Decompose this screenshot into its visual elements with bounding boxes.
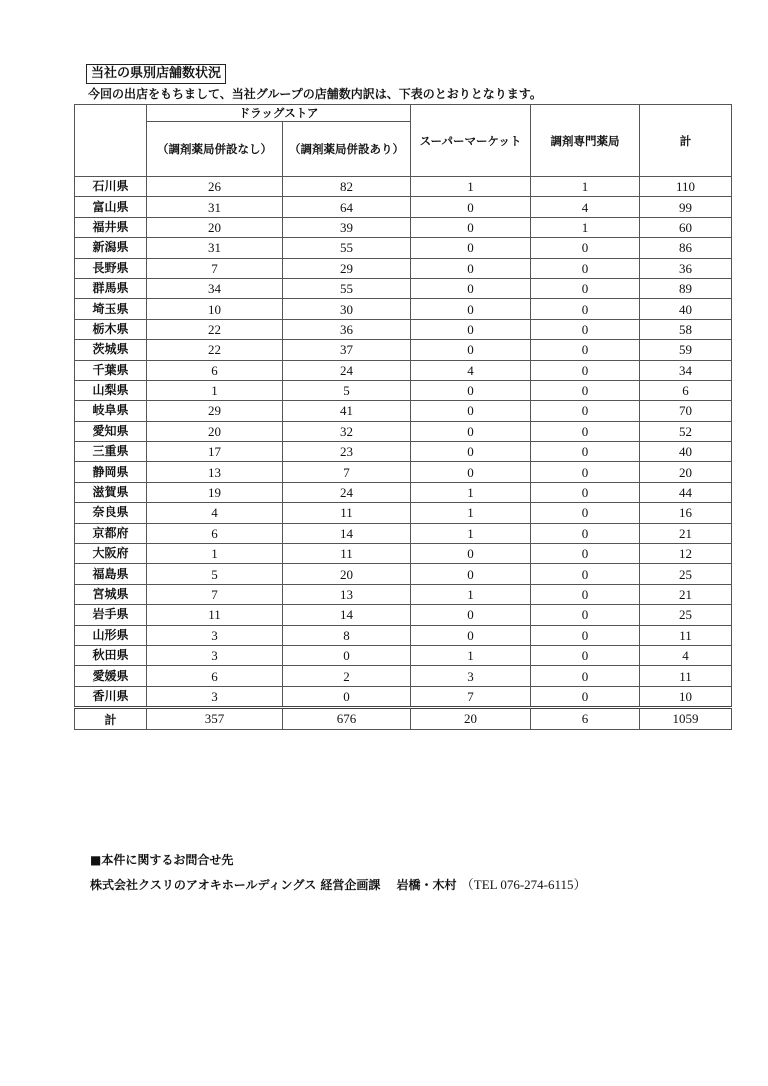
total-cell: 89	[640, 278, 732, 298]
table-row	[75, 645, 732, 665]
pharmacy-cell: 0	[531, 340, 640, 360]
drugstore-with-pharmacy-cell: 23	[283, 442, 411, 462]
pharmacy-cell: 0	[531, 360, 640, 380]
supermarket-cell: 4	[411, 360, 531, 380]
header-drugstore-with-pharmacy: （調剤薬局併設あり）	[283, 122, 411, 177]
drugstore-no-pharmacy-cell: 13	[147, 462, 283, 482]
contact-company: 株式会社クスリのアオキホールディングス 経営企画課 岩橋・木村	[90, 878, 457, 892]
drugstore-no-pharmacy-cell: 4	[147, 503, 283, 523]
total-cell: 70	[640, 401, 732, 421]
supermarket-cell: 7	[411, 686, 531, 707]
total-cell: 11	[640, 625, 732, 645]
supermarket-cell: 0	[411, 258, 531, 278]
drugstore-no-pharmacy-cell: 6	[147, 523, 283, 543]
drugstore-no-pharmacy-cell: 31	[147, 197, 283, 217]
supermarket-cell: 0	[411, 299, 531, 319]
drugstore-with-pharmacy-cell: 7	[283, 462, 411, 482]
drugstore-with-pharmacy-cell: 14	[283, 605, 411, 625]
pharmacy-cell: 0	[531, 523, 640, 543]
pharmacy-cell: 1	[531, 217, 640, 237]
drugstore-with-pharmacy-cell: 14	[283, 523, 411, 543]
drugstore-no-pharmacy-cell: 31	[147, 238, 283, 258]
total-cell: 34	[640, 360, 732, 380]
drugstore-no-pharmacy-cell: 6	[147, 360, 283, 380]
table-row	[75, 605, 732, 625]
drugstore-with-pharmacy-cell: 24	[283, 482, 411, 502]
pharmacy-cell: 0	[531, 666, 640, 686]
prefecture-cell: 長野県	[75, 258, 147, 278]
pharmacy-cell: 0	[531, 645, 640, 665]
prefecture-cell: 宮城県	[75, 584, 147, 604]
supermarket-cell: 0	[411, 421, 531, 441]
pharmacy-cell: 0	[531, 299, 640, 319]
table-row	[75, 340, 732, 360]
drugstore-with-pharmacy-cell: 37	[283, 340, 411, 360]
drugstore-no-pharmacy-cell: 5	[147, 564, 283, 584]
total-cell: 60	[640, 217, 732, 237]
table-row	[75, 584, 732, 604]
total-cell: 86	[640, 238, 732, 258]
drugstore-no-pharmacy-cell: 3	[147, 645, 283, 665]
drugstore-no-pharmacy-cell: 22	[147, 319, 283, 339]
prefecture-cell: 大阪府	[75, 544, 147, 564]
header-drugstore-no-pharmacy: （調剤薬局併設なし）	[147, 122, 283, 177]
total-pharmacy: 6	[531, 708, 640, 730]
drugstore-with-pharmacy-cell: 41	[283, 401, 411, 421]
supermarket-cell: 0	[411, 544, 531, 564]
table-row	[75, 319, 732, 339]
supermarket-cell: 1	[411, 584, 531, 604]
total-cell: 58	[640, 319, 732, 339]
pharmacy-cell: 0	[531, 605, 640, 625]
drugstore-no-pharmacy-cell: 19	[147, 482, 283, 502]
pharmacy-cell: 0	[531, 482, 640, 502]
drugstore-no-pharmacy-cell: 3	[147, 625, 283, 645]
table-row	[75, 523, 732, 543]
drugstore-no-pharmacy-cell: 10	[147, 299, 283, 319]
drugstore-with-pharmacy-cell: 32	[283, 421, 411, 441]
drugstore-with-pharmacy-cell: 36	[283, 319, 411, 339]
total-all: 1059	[640, 708, 732, 730]
prefecture-cell: 香川県	[75, 686, 147, 707]
supermarket-cell: 0	[411, 197, 531, 217]
header-drugstore: ドラッグストア	[147, 105, 411, 122]
supermarket-cell: 1	[411, 645, 531, 665]
table-row	[75, 503, 732, 523]
pharmacy-cell: 0	[531, 238, 640, 258]
prefecture-cell: 福島県	[75, 564, 147, 584]
prefecture-cell: 山形県	[75, 625, 147, 645]
prefecture-cell: 奈良県	[75, 503, 147, 523]
drugstore-with-pharmacy-cell: 82	[283, 177, 411, 197]
drugstore-with-pharmacy-cell: 8	[283, 625, 411, 645]
table-row	[75, 482, 732, 502]
drugstore-with-pharmacy-cell: 11	[283, 503, 411, 523]
table-row	[75, 686, 732, 707]
drugstore-no-pharmacy-cell: 1	[147, 544, 283, 564]
prefecture-cell: 新潟県	[75, 238, 147, 258]
supermarket-cell: 1	[411, 523, 531, 543]
supermarket-cell: 0	[411, 319, 531, 339]
prefecture-cell: 栃木県	[75, 319, 147, 339]
supermarket-cell: 1	[411, 177, 531, 197]
prefecture-cell: 福井県	[75, 217, 147, 237]
total-cell: 99	[640, 197, 732, 217]
supermarket-cell: 0	[411, 401, 531, 421]
drugstore-with-pharmacy-cell: 2	[283, 666, 411, 686]
table-row	[75, 177, 732, 197]
drugstore-with-pharmacy-cell: 0	[283, 686, 411, 707]
drugstore-no-pharmacy-cell: 7	[147, 584, 283, 604]
drugstore-no-pharmacy-cell: 20	[147, 421, 283, 441]
drugstore-with-pharmacy-cell: 29	[283, 258, 411, 278]
pharmacy-cell: 4	[531, 197, 640, 217]
drugstore-no-pharmacy-cell: 26	[147, 177, 283, 197]
drugstore-with-pharmacy-cell: 11	[283, 544, 411, 564]
supermarket-cell: 0	[411, 625, 531, 645]
supermarket-cell: 0	[411, 462, 531, 482]
drugstore-no-pharmacy-cell: 34	[147, 278, 283, 298]
document-title: 当社の県別店舗数状況	[86, 64, 226, 84]
drugstore-no-pharmacy-cell: 11	[147, 605, 283, 625]
prefecture-cell: 千葉県	[75, 360, 147, 380]
pharmacy-cell: 0	[531, 278, 640, 298]
table-row	[75, 217, 732, 237]
table-row	[75, 442, 732, 462]
drugstore-with-pharmacy-cell: 13	[283, 584, 411, 604]
pharmacy-cell: 1	[531, 177, 640, 197]
total-cell: 110	[640, 177, 732, 197]
drugstore-with-pharmacy-cell: 64	[283, 197, 411, 217]
drugstore-with-pharmacy-cell: 20	[283, 564, 411, 584]
total-cell: 16	[640, 503, 732, 523]
total-cell: 40	[640, 442, 732, 462]
supermarket-cell: 1	[411, 482, 531, 502]
supermarket-cell: 0	[411, 340, 531, 360]
total-cell: 6	[640, 380, 732, 400]
pharmacy-cell: 0	[531, 258, 640, 278]
drugstore-no-pharmacy-cell: 1	[147, 380, 283, 400]
drugstore-with-pharmacy-cell: 39	[283, 217, 411, 237]
header-pharmacy: 調剤専門薬局	[531, 105, 640, 177]
total-cell: 36	[640, 258, 732, 278]
table-row	[75, 380, 732, 400]
table-row	[75, 666, 732, 686]
prefecture-cell: 愛知県	[75, 421, 147, 441]
total-cell: 25	[640, 605, 732, 625]
prefecture-cell: 静岡県	[75, 462, 147, 482]
prefecture-cell: 秋田県	[75, 645, 147, 665]
drugstore-with-pharmacy-cell: 5	[283, 380, 411, 400]
pharmacy-cell: 0	[531, 421, 640, 441]
pharmacy-cell: 0	[531, 503, 640, 523]
drugstore-with-pharmacy-cell: 55	[283, 238, 411, 258]
table-row	[75, 401, 732, 421]
supermarket-cell: 0	[411, 238, 531, 258]
drugstore-with-pharmacy-cell: 24	[283, 360, 411, 380]
store-count-table	[74, 104, 732, 730]
intro-text: 今回の出店をもちまして、当社グループの店舗数内訳は、下表のとおりとなります。	[88, 87, 542, 101]
totals-label: 計	[75, 708, 147, 730]
supermarket-cell: 0	[411, 217, 531, 237]
total-cell: 12	[640, 544, 732, 564]
total-cell: 25	[640, 564, 732, 584]
pharmacy-cell: 0	[531, 584, 640, 604]
header-total: 計	[640, 105, 732, 177]
contact-info	[90, 874, 587, 893]
pharmacy-cell: 0	[531, 380, 640, 400]
prefecture-cell: 富山県	[75, 197, 147, 217]
supermarket-cell: 1	[411, 503, 531, 523]
prefecture-cell: 岩手県	[75, 605, 147, 625]
drugstore-no-pharmacy-cell: 29	[147, 401, 283, 421]
prefecture-cell: 三重県	[75, 442, 147, 462]
prefecture-cell: 山梨県	[75, 380, 147, 400]
prefecture-cell: 愛媛県	[75, 666, 147, 686]
prefecture-cell: 石川県	[75, 177, 147, 197]
totals-row	[75, 708, 732, 730]
drugstore-no-pharmacy-cell: 22	[147, 340, 283, 360]
drugstore-with-pharmacy-cell: 55	[283, 278, 411, 298]
total-cell: 59	[640, 340, 732, 360]
prefecture-cell: 滋賀県	[75, 482, 147, 502]
drugstore-with-pharmacy-cell: 0	[283, 645, 411, 665]
total-cell: 21	[640, 523, 732, 543]
supermarket-cell: 0	[411, 380, 531, 400]
total-supermarket: 20	[411, 708, 531, 730]
drugstore-no-pharmacy-cell: 7	[147, 258, 283, 278]
table-row	[75, 564, 732, 584]
table-row	[75, 197, 732, 217]
total-cell: 10	[640, 686, 732, 707]
table-row	[75, 421, 732, 441]
header-prefecture	[75, 105, 147, 177]
prefecture-cell: 群馬県	[75, 278, 147, 298]
contact-tel: （TEL 076-274-6115）	[460, 877, 587, 892]
table-row	[75, 278, 732, 298]
table-row	[75, 299, 732, 319]
total-drugstore-no-pharmacy: 357	[147, 708, 283, 730]
table-row	[75, 544, 732, 564]
pharmacy-cell: 0	[531, 462, 640, 482]
supermarket-cell: 3	[411, 666, 531, 686]
total-cell: 11	[640, 666, 732, 686]
prefecture-cell: 埼玉県	[75, 299, 147, 319]
total-cell: 52	[640, 421, 732, 441]
drugstore-no-pharmacy-cell: 3	[147, 686, 283, 707]
pharmacy-cell: 0	[531, 319, 640, 339]
total-cell: 21	[640, 584, 732, 604]
prefecture-cell: 京都府	[75, 523, 147, 543]
supermarket-cell: 0	[411, 564, 531, 584]
pharmacy-cell: 0	[531, 442, 640, 462]
total-cell: 44	[640, 482, 732, 502]
total-cell: 40	[640, 299, 732, 319]
total-cell: 4	[640, 645, 732, 665]
table-row	[75, 462, 732, 482]
pharmacy-cell: 0	[531, 544, 640, 564]
drugstore-no-pharmacy-cell: 20	[147, 217, 283, 237]
total-cell: 20	[640, 462, 732, 482]
table-row	[75, 238, 732, 258]
table-row	[75, 258, 732, 278]
pharmacy-cell: 0	[531, 625, 640, 645]
prefecture-cell: 茨城県	[75, 340, 147, 360]
pharmacy-cell: 0	[531, 686, 640, 707]
drugstore-no-pharmacy-cell: 6	[147, 666, 283, 686]
drugstore-no-pharmacy-cell: 17	[147, 442, 283, 462]
drugstore-with-pharmacy-cell: 30	[283, 299, 411, 319]
contact-heading: ■本件に関するお問合せ先	[90, 853, 234, 867]
pharmacy-cell: 0	[531, 564, 640, 584]
supermarket-cell: 0	[411, 605, 531, 625]
pharmacy-cell: 0	[531, 401, 640, 421]
table-row	[75, 625, 732, 645]
total-drugstore-with-pharmacy: 676	[283, 708, 411, 730]
header-supermarket: スーパーマーケット	[411, 105, 531, 177]
supermarket-cell: 0	[411, 442, 531, 462]
supermarket-cell: 0	[411, 278, 531, 298]
table-row	[75, 360, 732, 380]
prefecture-cell: 岐阜県	[75, 401, 147, 421]
